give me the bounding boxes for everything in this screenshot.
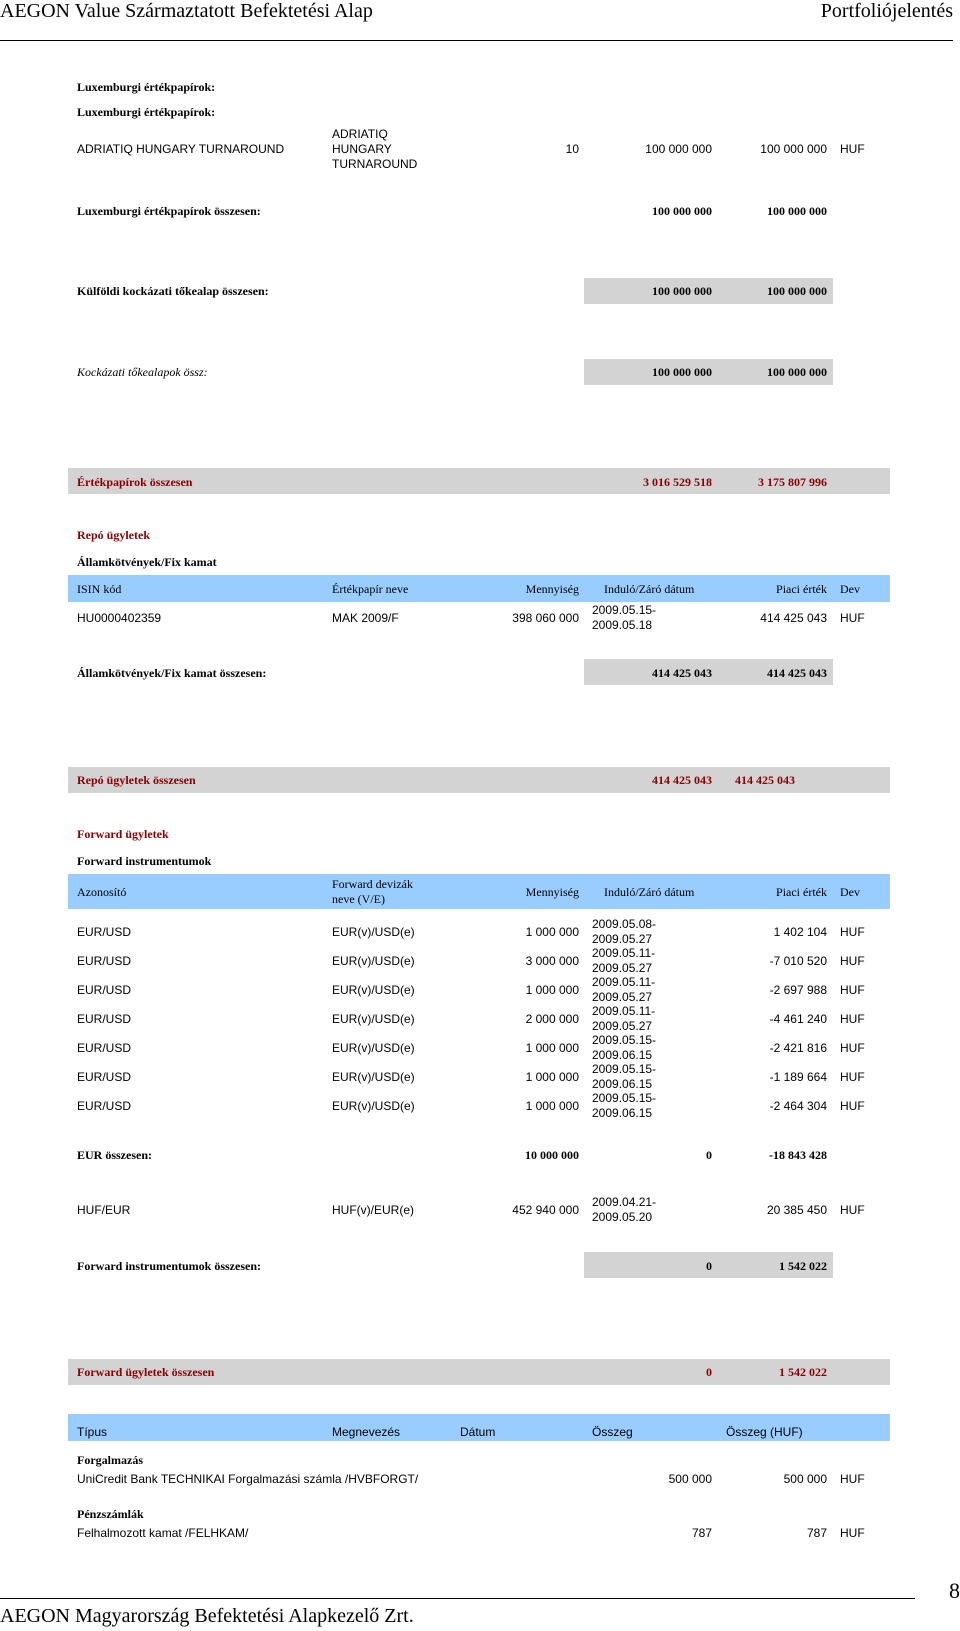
repo-subtotal-label: Államkötvények/Fix kamat összesen: [77,666,267,680]
securities-total-label: Értékpapírok összesen [77,475,193,489]
amount-huf: 500 000 [783,1472,827,1486]
col-name-line2: neve (V/E) [332,892,385,906]
col-type: Típus [77,1425,108,1439]
forward-name: EUR(v)/USD(e) [332,983,415,997]
value-1: 100 000 000 [645,142,712,156]
forward-id: HUF/EUR [77,1203,131,1217]
col-amount: Összeg [592,1425,633,1439]
market-value: -7 010 520 [769,954,827,968]
currency: HUF [840,925,865,939]
repo-total-value-1: 414 425 043 [652,773,712,787]
eur-total-label: EUR összesen: [77,1148,152,1162]
forward-name: EUR(v)/USD(e) [332,954,415,968]
col-date: Induló/Záró dátum [604,582,695,596]
quantity: 1 000 000 [525,1099,579,1113]
currency: HUF [840,1472,865,1486]
account-name: UniCredit Bank TECHNIKAI Forgalmazási számla /HVBFORGT/ [77,1472,419,1486]
end-date: 2009.05.27 [592,961,653,975]
forward-name: EUR(v)/USD(e) [332,1099,415,1113]
securities-total-value-1: 3 016 529 518 [643,475,712,489]
currency: HUF [840,1526,865,1540]
start-date: 2009.05.11- [592,1004,656,1018]
forgalmazas-heading: Forgalmazás [77,1453,143,1467]
forward-id: EUR/USD [77,1012,132,1026]
quantity: 1 000 000 [525,1041,579,1055]
start-date: 2009.05.15- [592,1091,657,1105]
market-value: -4 461 240 [769,1012,827,1026]
forward-name: EUR(v)/USD(e) [332,1012,415,1026]
col-market-value: Piaci érték [776,885,827,899]
foreign-total-value-1: 100 000 000 [652,284,712,298]
forward-total-label: Forward ügyletek összesen [77,1365,215,1379]
security-desc-line1: ADRIATIQ [332,127,388,141]
eur-total-value-1: 0 [706,1148,712,1162]
start-date: 2009.05.11- [592,975,656,989]
col-name: Megnevezés [332,1425,401,1439]
forward-heading: Forward ügyletek [77,827,169,841]
value-2: 100 000 000 [760,142,827,156]
currency: HUF [840,983,865,997]
col-market-value: Piaci érték [776,582,827,596]
repo-subheading: Államkötvények/Fix kamat [77,555,217,569]
start-date: 2009.05.08- [592,917,657,931]
security-name: ADRIATIQ HUNGARY TURNAROUND [77,142,285,156]
col-amount-huf: Összeg (HUF) [726,1425,803,1439]
forward-name: EUR(v)/USD(e) [332,925,415,939]
total-label: Luxemburgi értékpapírok összesen: [77,204,261,218]
total-value-1: 100 000 000 [652,204,712,218]
section-heading: Luxemburgi értékpapírok: [77,80,216,94]
instr-total-value-1: 0 [706,1259,712,1273]
forward-name: EUR(v)/USD(e) [332,1041,415,1055]
currency: HUF [840,142,865,156]
currency: HUF [840,1070,865,1084]
forward-total-value-1: 0 [706,1365,712,1379]
end-date: 2009.06.15 [592,1048,653,1062]
repo-total-value-2: 414 425 043 [735,773,795,787]
quantity: 3 000 000 [525,954,579,968]
market-value: 20 385 450 [766,1203,827,1217]
quantity: 452 940 000 [512,1203,579,1217]
forward-name: HUF(v)/EUR(e) [332,1203,414,1217]
penzszamlak-heading: Pénzszámlák [77,1507,144,1521]
start-date: 2009.05.15- [592,1033,657,1047]
end-date: 2009.05.20 [592,1210,653,1224]
col-date: Induló/Záró dátum [604,885,695,899]
forward-id: EUR/USD [77,983,132,997]
currency: HUF [840,1203,865,1217]
quantity: 398 060 000 [512,611,579,625]
currency: HUF [840,1099,865,1113]
eur-total-quantity: 10 000 000 [525,1148,579,1162]
market-value: 1 402 104 [773,925,827,939]
currency: HUF [840,1041,865,1055]
market-value: -2 421 816 [769,1041,827,1055]
col-name-line1: Forward devizák [332,877,413,891]
eur-total-value-2: -18 843 428 [769,1148,827,1162]
col-isin: ISIN kód [77,582,122,596]
page-number: 8 [949,1578,960,1603]
section-subheading: Luxemburgi értékpapírok: [77,105,216,119]
forward-id: EUR/USD [77,1099,132,1113]
start-date: 2009.04.21- [592,1195,657,1209]
forward-id: EUR/USD [77,925,132,939]
forward-id: EUR/USD [77,1041,132,1055]
forward-name: EUR(v)/USD(e) [332,1070,415,1084]
repo-table-header [68,575,890,602]
total-value-2: 100 000 000 [767,204,827,218]
col-date: Dátum [460,1425,496,1439]
foreign-total-value-2: 100 000 000 [767,284,827,298]
repo-subtotal-value-2: 414 425 043 [767,666,827,680]
start-date: 2009.05.15- [592,603,657,617]
col-quantity: Mennyiség [525,885,579,899]
quantity: 1 000 000 [525,1070,579,1084]
market-value: 414 425 043 [760,611,827,625]
security-desc-line3: TURNAROUND [332,157,418,171]
document-title: AEGON Value Származtatott Befektetési Alap [0,0,373,22]
risk-total-value-1: 100 000 000 [652,365,712,379]
amount: 787 [691,1526,712,1540]
securities-total-value-2: 3 175 807 996 [758,475,827,489]
start-date: 2009.05.11- [592,946,656,960]
report-type: Portfoliójelentés [820,0,953,22]
quantity: 10 [565,142,579,156]
col-security-name: Értékpapír neve [332,582,409,596]
risk-total-label: Kockázati tőkealapok össz: [77,365,208,379]
col-id: Azonosító [77,885,127,899]
header-divider [0,40,953,41]
market-value: -2 697 988 [769,983,827,997]
quantity: 1 000 000 [525,983,579,997]
repo-subtotal-value-1: 414 425 043 [652,666,712,680]
end-date: 2009.05.27 [592,1019,653,1033]
repo-heading: Repó ügyletek [77,528,150,542]
end-date: 2009.05.18 [592,618,653,632]
amount: 500 000 [668,1472,712,1486]
foreign-total-label: Külföldi kockázati tőkealap összesen: [77,284,269,298]
forward-id: EUR/USD [77,954,132,968]
account-name: Felhalmozott kamat /FELHKAM/ [77,1526,249,1540]
isin: HU0000402359 [77,611,162,625]
currency: HUF [840,954,865,968]
market-value: -1 189 664 [769,1070,827,1084]
footer-divider [0,1598,915,1599]
currency: HUF [840,611,865,625]
col-quantity: Mennyiség [525,582,579,596]
amount-huf: 787 [806,1526,827,1540]
security-desc-line2: HUNGARY [332,142,392,156]
security-name: MAK 2009/F [332,611,399,625]
start-date: 2009.05.15- [592,1062,657,1076]
end-date: 2009.05.27 [592,932,653,946]
forward-id: EUR/USD [77,1070,132,1084]
quantity: 1 000 000 [525,925,579,939]
currency: HUF [840,1012,865,1026]
forward-table-header [68,874,890,909]
end-date: 2009.05.27 [592,990,653,1004]
instr-total-label: Forward instrumentumok összesen: [77,1259,261,1273]
col-currency: Dev [840,582,860,596]
quantity: 2 000 000 [525,1012,579,1026]
repo-total-label: Repó ügyletek összesen [77,773,196,787]
risk-total-value-2: 100 000 000 [767,365,827,379]
end-date: 2009.06.15 [592,1077,653,1091]
end-date: 2009.06.15 [592,1106,653,1120]
col-currency: Dev [840,885,860,899]
instr-total-value-2: 1 542 022 [779,1259,827,1273]
forward-subheading: Forward instrumentumok [77,854,212,868]
forward-total-value-2: 1 542 022 [779,1365,827,1379]
footer-company: AEGON Magyarország Befektetési Alapkezelő Zrt. [0,1605,414,1627]
market-value: -2 464 304 [769,1099,827,1113]
